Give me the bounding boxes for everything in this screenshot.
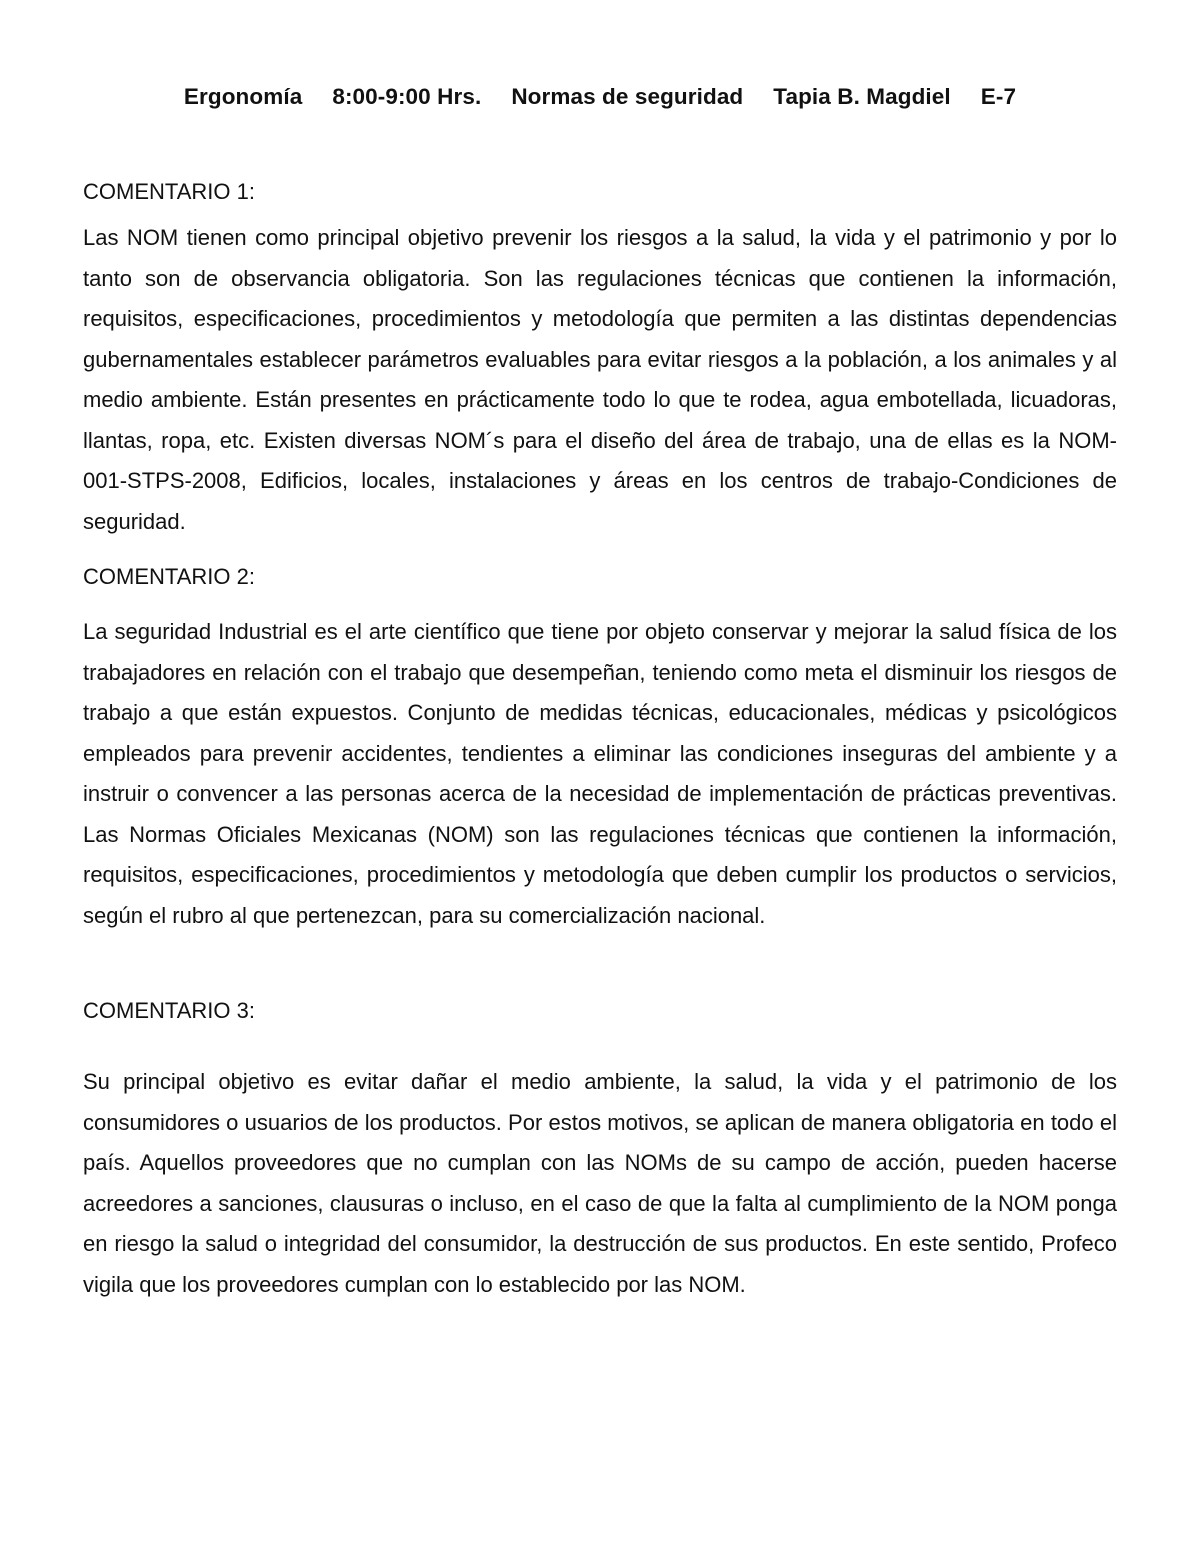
section-paragraph-1: Las NOM tienen como principal objetivo prevenir los riesgos a la salud, la vida y el patrimonio y por lo tanto son de observancia obligatoria. Son las regulaciones técnicas que contienen la información, requisitos, especificaciones, procedimientos y metodología que permiten a las distintas dependencias gubernamentales establecer parámetros evaluables para evitar riesgos a la población, a los animales y al medio ambiente. Están presentes en prácticamente todo lo que te rodea, agua embotellada, licuadoras, llantas, ropa, etc. Existen diversas NOM´s para el diseño del área de trabajo, una de ellas es la NOM-001-STPS-2008, Edificios, locales, instalaciones y áreas en los centros de trabajo-Condiciones de seguridad. (83, 225, 1117, 534)
header-author: Tapia B. Magdiel (773, 84, 951, 109)
document-header (0, 84, 1200, 110)
header-time: 8:00-9:00 Hrs. (332, 84, 482, 109)
header-subject: Ergonomía (183, 84, 303, 109)
section-paragraph-2: La seguridad Industrial es el arte científico que tiene por objeto conservar y mejorar la salud física de los trabajadores en relación con el trabajo que desempeñan, teniendo como meta el disminuir los riesgos de trabajo a que están expuestos. Conjunto de medidas técnicas, educacionales, médicas y psicológicos empleados para prevenir accidentes, tendientes a eliminar las condiciones inseguras del ambiente y a instruir o convencer a las personas acerca de la necesidad de implementación de prácticas preventivas. Las Normas Oficiales Mexicanas (NOM) son las regulaciones técnicas que contienen la información, requisitos, especificaciones, procedimientos y metodología que deben cumplir los productos o servicios, según el rubro al que pertenezcan, para su comercialización nacional. (83, 619, 1117, 928)
section-paragraph-3: Su principal objetivo es evitar dañar el medio ambiente, la salud, la vida y el patrimonio de los consumidores o usuarios de los productos. Por estos motivos, se aplican de manera obligatoria en todo el país. Aquellos proveedores que no cumplan con las NOMs de su campo de acción, pueden hacerse acreedores a sanciones, clausuras o incluso, en el caso de que la falta al cumplimiento de la NOM ponga en riesgo la salud o integridad del consumidor, la destrucción de sus productos. En este sentido, Profeco vigila que los proveedores cumplan con lo establecido por las NOM. (83, 1069, 1117, 1297)
section-heading-3: COMENTARIO 3: (83, 998, 255, 1023)
section-heading-1: COMENTARIO 1: (83, 179, 255, 204)
header-topic: Normas de seguridad (511, 84, 744, 109)
section-heading-2: COMENTARIO 2: (83, 564, 255, 589)
header-group: E-7 (980, 84, 1017, 109)
